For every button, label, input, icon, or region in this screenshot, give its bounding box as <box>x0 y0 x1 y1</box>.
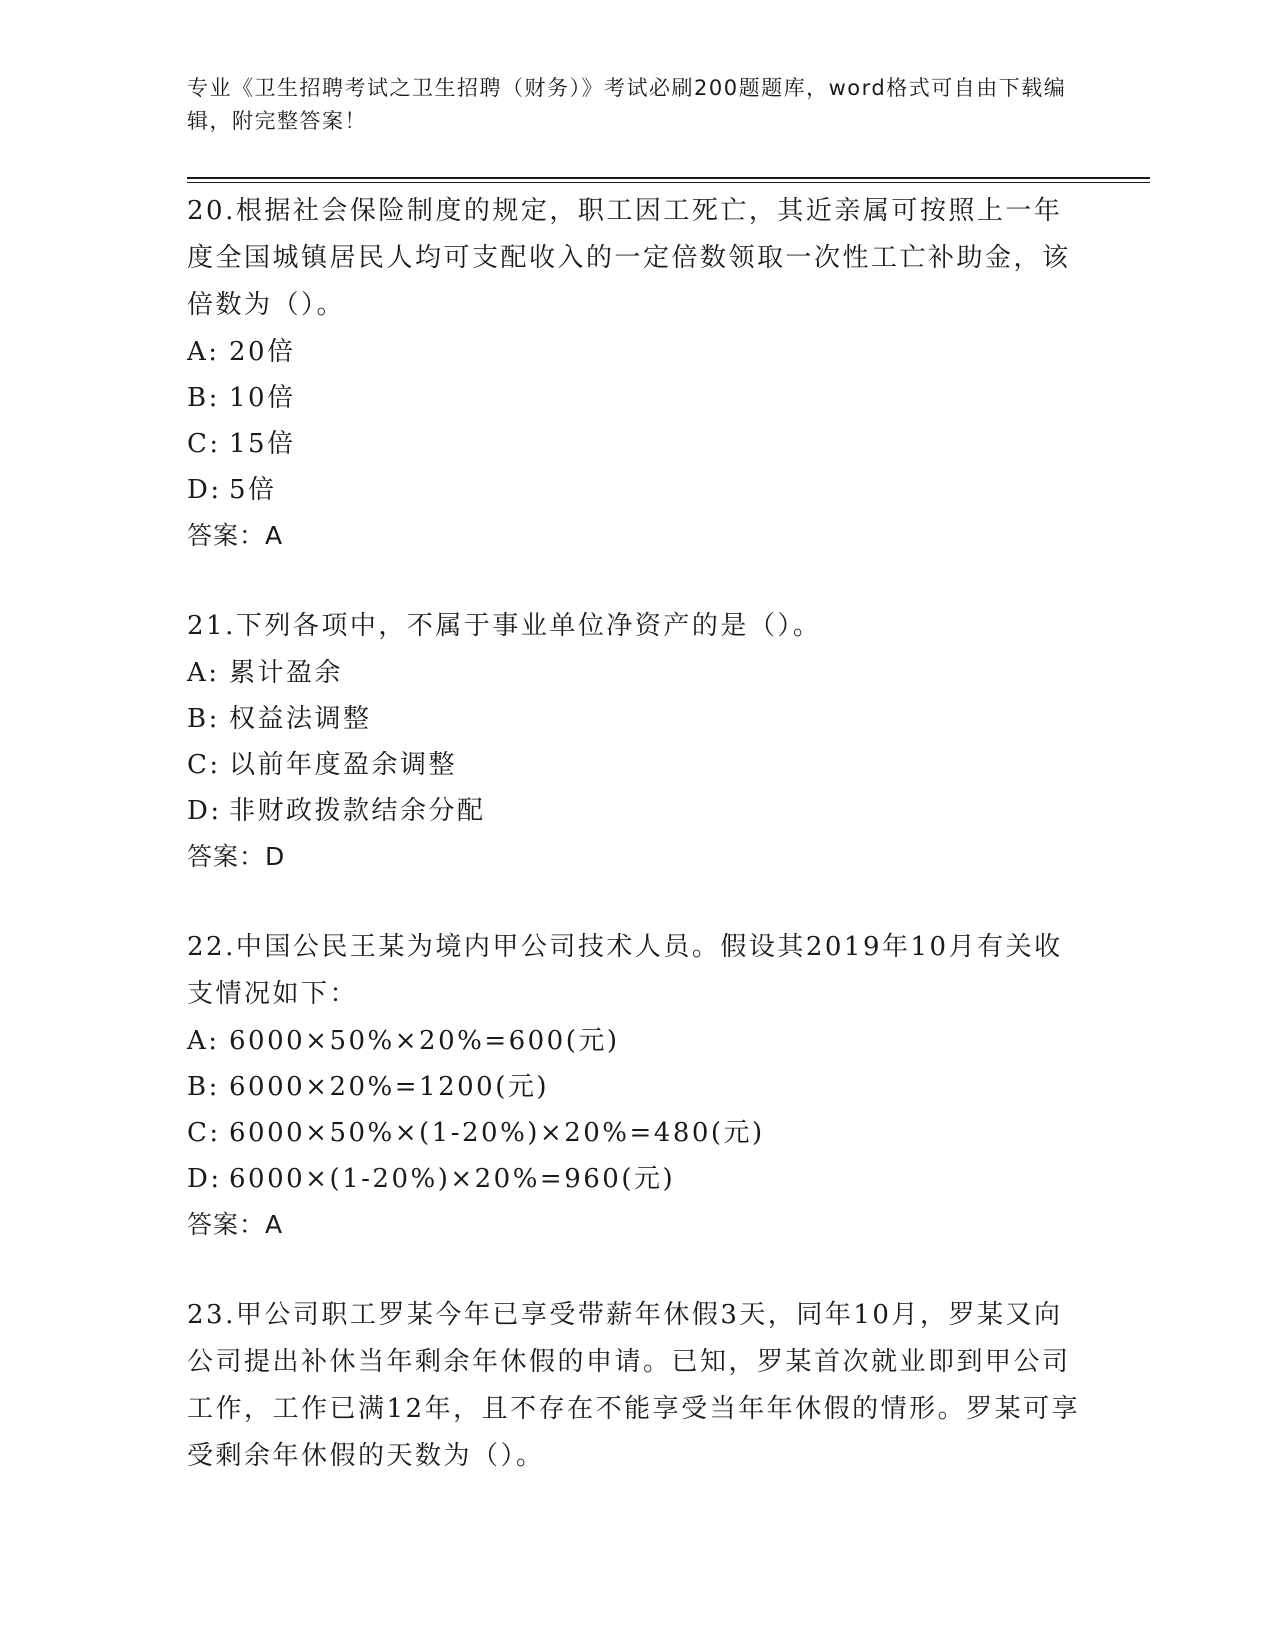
option-c <box>187 1110 1087 1156</box>
question-stem: 20.根据社会保险制度的规定，职工因工死亡，其近亲属可按照上一年度全国城镇居民人均可支配收入的一定倍数领取一次性工亡补助金，该倍数为（）。 <box>187 196 1071 320</box>
question-stem: 22.中国公民王某为境内甲公司技术人员。假设其2019年10月有关收支情况如下： <box>187 932 1063 1009</box>
question-21 <box>187 603 1087 880</box>
option-letter: A: <box>187 337 220 367</box>
question-stem: 23.甲公司职工罗某今年已享受带薪年休假3天，同年10月，罗某又向公司提出补休当年剩余年休假的申请。已知，罗某首次就业即到甲公司工作，工作已满12年，且不存在不能享受当年年休假的情形。罗某可享受剩余年休假的天数为（）。 <box>187 1300 1081 1471</box>
option-text: 5倍 <box>229 475 277 505</box>
option-text: 以前年度盈余调整 <box>229 750 458 780</box>
option-letter: D: <box>187 796 222 826</box>
option-c <box>187 421 1087 467</box>
spacer <box>187 880 1087 924</box>
option-letter: C: <box>187 1118 221 1148</box>
document-header: 专业《卫生招聘考试之卫生招聘（财务）》考试必刷200题题库，word格式可自由下载编辑，附完整答案！ <box>187 76 1067 133</box>
option-text: 10倍 <box>229 383 296 413</box>
option-text: 20倍 <box>229 337 296 367</box>
option-a <box>187 1018 1087 1064</box>
spacer <box>187 1248 1087 1292</box>
option-d <box>187 788 1087 834</box>
option-a <box>187 650 1087 696</box>
option-b <box>187 375 1087 421</box>
question-stem: 21.下列各项中，不属于事业单位净资产的是（）。 <box>187 611 822 641</box>
answer-line: 答案：A <box>187 521 284 550</box>
question-20 <box>187 188 1087 559</box>
option-letter: D: <box>187 1164 222 1194</box>
option-text: 6000×20%=1200(元) <box>229 1072 549 1102</box>
option-d <box>187 467 1087 513</box>
option-letter: C: <box>187 750 221 780</box>
option-text: 非财政拨款结余分配 <box>229 796 486 826</box>
option-text: 6000×50%×20%=600(元) <box>229 1026 620 1056</box>
option-d <box>187 1156 1087 1202</box>
option-c <box>187 742 1087 788</box>
option-letter: A: <box>187 1026 220 1056</box>
header-divider <box>187 177 1150 179</box>
spacer <box>187 559 1087 603</box>
option-b <box>187 1064 1087 1110</box>
option-b <box>187 696 1087 742</box>
answer-line: 答案：D <box>187 842 286 871</box>
option-letter: B: <box>187 704 220 734</box>
question-22 <box>187 924 1087 1248</box>
option-a <box>187 329 1087 375</box>
option-letter: B: <box>187 383 220 413</box>
option-letter: A: <box>187 658 220 688</box>
option-text: 6000×(1-20%)×20%=960(元) <box>229 1164 676 1194</box>
option-letter: B: <box>187 1072 220 1102</box>
option-letter: D: <box>187 475 222 505</box>
question-23 <box>187 1292 1087 1480</box>
option-letter: C: <box>187 429 221 459</box>
option-text: 15倍 <box>229 429 296 459</box>
question-list <box>187 188 1087 1480</box>
answer-line: 答案：A <box>187 1210 284 1239</box>
option-text: 6000×50%×(1-20%)×20%=480(元) <box>229 1118 765 1148</box>
header-divider-thin <box>187 182 1150 183</box>
option-text: 累计盈余 <box>229 658 344 688</box>
option-text: 权益法调整 <box>229 704 372 734</box>
